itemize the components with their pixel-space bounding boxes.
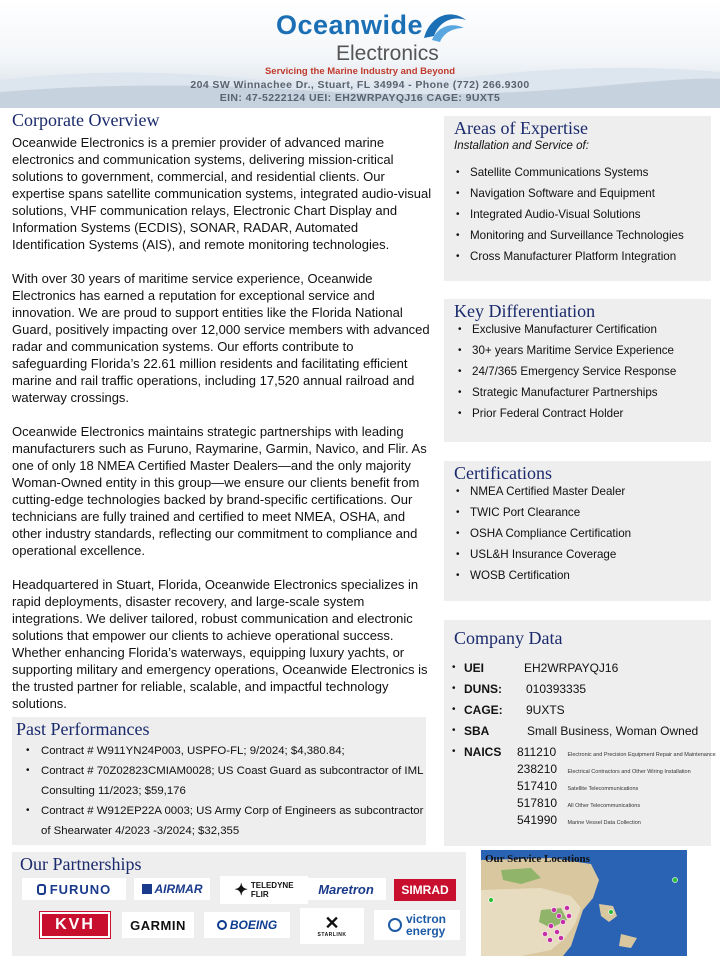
teledyne-mark-icon: ✦ — [234, 882, 248, 899]
company-data-key: SBA — [464, 724, 490, 738]
simrad-logo-text: SIMRAD — [401, 883, 449, 897]
differentiation-list — [458, 319, 676, 424]
list-item: • NMEA Certified Master Dealer — [456, 481, 631, 502]
furuno-logo — [22, 878, 126, 900]
starlink-logo-text: STARLINK — [317, 932, 347, 938]
victron-logo-text: victron — [405, 912, 446, 926]
differentiation-panel — [444, 299, 711, 442]
naics-description: Marine Vessel Data Collection — [567, 820, 641, 826]
starlink-x-icon: ✕ — [324, 913, 340, 933]
certifications-list — [456, 481, 631, 586]
company-data-value: 9UXTS — [526, 703, 565, 717]
company-data-value: Small Business, Woman Owned — [527, 724, 699, 738]
list-item: • Monitoring and Surveillance Technologies — [456, 225, 684, 246]
simrad-logo — [394, 879, 456, 901]
list-item: • Integrated Audio-Visual Solutions — [456, 204, 684, 225]
garmin-logo-text: GARMIN — [130, 917, 186, 933]
teledyne-flir-logo — [220, 876, 308, 904]
past-performances-list — [26, 741, 424, 841]
section-title-expertise: Areas of Expertise — [454, 118, 588, 138]
naics-code: 811210 — [517, 745, 557, 759]
naics-entry — [517, 794, 640, 811]
map-title: Our Service Locations — [485, 853, 590, 865]
boeing-logo — [204, 912, 290, 938]
overview-paragraph: With over 30 years of maritime service experience, Oceanwide Electronics has earned a reputation for exceptional service and innovation. We are proud to support entities like the Florida National Guard, positively impacting over 12,000 service members with advanced radar and communication systems. Our efforts contribute to safeguarding Florida’s 22.61 million residents and facilitating efficient marine and rail traffic operations, including 17,520 annual railroad and waterway crossings. — [12, 271, 430, 405]
naics-description: Electrical Contractors and Other Wiring Installation — [567, 769, 691, 775]
naics-entry — [517, 760, 691, 777]
teledyne-logo-text: TELEDYNE — [250, 881, 294, 890]
victron-mark-icon — [388, 918, 402, 932]
list-item: • OSHA Compliance Certification — [456, 523, 631, 544]
naics-code: 238210 — [517, 762, 558, 776]
list-item: • Satellite Communications Systems — [456, 162, 684, 183]
list-item: • Cross Manufacturer Platform Integration — [456, 246, 684, 267]
boeing-logo-text: BOEING — [229, 918, 278, 932]
list-item: • 30+ years Maritime Service Experience — [458, 340, 676, 361]
overview-body — [12, 134, 432, 729]
list-item: • Strategic Manufacturer Partnerships — [458, 382, 676, 403]
starlink-logo — [300, 908, 364, 944]
list-item: • Contract # W912EP22A 0003; US Army Corp of Engineers as subcontractor of Shearwater 4/2023 -3/2024; $32,355 — [26, 801, 424, 841]
partnerships-panel — [12, 852, 466, 956]
garmin-logo — [122, 912, 194, 938]
logo-word-oceanwide: Oceanwide — [276, 10, 424, 40]
naics-description: All Other Telecommunications — [567, 803, 641, 809]
naics-code: 517410 — [517, 779, 558, 793]
overview-paragraph: Oceanwide Electronics is a premier provider of advanced marine electronics and communication systems, delivering mission-critical solutions to government, commercial, and residential clients. Our expertise spans satellite communication systems, integrated audio-visual solutions, VHF communication relays, Electronic Chart Display and Information Systems (ECDIS), SONAR, RADAR, Automated Identification Systems (AIS), and remote monitoring technologies. — [12, 135, 432, 252]
flir-logo-text: FLIR — [250, 890, 269, 899]
service-locations-map — [481, 850, 687, 956]
furuno-mark-icon — [37, 884, 46, 895]
list-item: • Contract # 70Z02823CMIAM0028; US Coast Guard as subcontractor of IML Consulting 11/2023; $59,176 — [26, 761, 424, 801]
wave-logo-icon — [420, 8, 468, 46]
company-data-key: UEI — [464, 661, 485, 675]
kvh-logo — [40, 912, 110, 938]
naics-entry — [517, 777, 638, 794]
boeing-mark-icon — [217, 920, 227, 930]
company-data-value: EH2WRPAYQJ16 — [524, 661, 619, 675]
naics-entry — [517, 743, 716, 760]
overview-paragraph: Headquartered in Stuart, Florida, Oceanwide Electronics specializes in rapid deployments, disaster recovery, and large-scale system integrations. We deliver tailored, robust communication and electronic solutions that empower our clients to achieve operational success. Whether enhancing Florida’s waterways, equipping luxury yachts, or supporting military and emergency operations, Oceanwide Electronics is the trusted partner for reliable, scalable, and impactful technology solutions. — [12, 577, 428, 711]
company-data-panel: Company Data • UEI EH2WRPAYQJ16 • DUNS: 010393335 • CAGE: 9UXTS • SBA Small Business, Woman Owned • NAICS 811210 Electronic and Precision Equipment Repair and Maintenance 238210 Electrical Contractors and Other Wiring Installation 517410 Satellite Telecommunications 517810 All Other Telecommunications 541990 Marine Vessel Data Collection — [444, 620, 711, 846]
airmar-mark-icon — [142, 884, 152, 894]
list-item: • USL&H Insurance Coverage — [456, 544, 631, 565]
list-item: • WOSB Certification — [456, 565, 631, 586]
company-data-key: DUNS — [464, 682, 499, 696]
naics-description: Electronic and Precision Equipment Repair and Maintenance — [567, 752, 716, 758]
tagline: Servicing the Marine Industry and Beyond — [264, 66, 456, 77]
airmar-logo-text: AIRMAR — [154, 882, 203, 896]
naics-description: Satellite Telecommunications — [567, 786, 639, 792]
expertise-list — [456, 162, 684, 267]
address-line: 204 SW Winnachee Dr., Stuart, FL 34994 - Phone (772) 266.9300 — [190, 79, 530, 91]
list-item: • Contract # W911YN24P003, USPFO-FL; 9/2024; $4,380.84; — [26, 741, 424, 761]
map-graphic — [481, 850, 687, 956]
expertise-subtitle: Installation and Service of: — [454, 140, 589, 152]
list-item: • 24/7/365 Emergency Service Response — [458, 361, 676, 382]
company-data-key: NAICS — [464, 745, 502, 759]
furuno-logo-text: FURUNO — [49, 881, 112, 897]
naics-code: 541990 — [517, 813, 558, 827]
airmar-logo — [134, 878, 210, 900]
maretron-logo-text: Maretron — [318, 881, 374, 897]
list-item: • Exclusive Manufacturer Certification — [458, 319, 676, 340]
company-logo — [270, 6, 470, 66]
letterhead — [0, 0, 720, 108]
section-title-past-performances: Past Performances — [16, 719, 150, 739]
list-item: • Navigation Software and Equipment — [456, 183, 684, 204]
kvh-logo-text: KVH — [55, 916, 95, 933]
naics-entry — [517, 811, 641, 828]
past-performances-panel — [12, 717, 426, 845]
certifications-panel — [444, 461, 711, 601]
maretron-logo — [306, 878, 386, 900]
list-item: • TWIC Port Clearance — [456, 502, 631, 523]
company-data-key: CAGE — [464, 703, 499, 717]
section-title-partnerships: Our Partnerships — [20, 854, 142, 874]
expertise-panel — [444, 116, 711, 281]
section-title-overview: Corporate Overview — [12, 110, 160, 130]
section-title-certifications: Certifications — [454, 463, 552, 483]
company-data-value: 010393335 — [526, 682, 587, 696]
section-title-differentiation: Key Differentiation — [454, 301, 596, 321]
section-title-company-data: Company Data — [454, 628, 563, 648]
overview-paragraph: Oceanwide Electronics maintains strategic partnerships with leading manufacturers such as Furuno, Raymarine, Garmin, Navico, and Flir. As one of only 18 NMEA Certified Master Dealers—and the only majority Woman-Owned entity in this group—we ensure our clients benefit from cutting-edge technologies backed by brand-specific certifications. Our technicians are fully trained and certified to meet NMEA, OSHA, and other industry standards, reflecting our commitment to compliance and operational excellence. — [12, 424, 427, 558]
naics-code: 517810 — [517, 796, 558, 810]
logo-word-electronics: Electronics — [336, 42, 439, 65]
energy-logo-text: energy — [405, 924, 446, 938]
list-item: • Prior Federal Contract Holder — [458, 403, 676, 424]
victron-energy-logo — [374, 910, 460, 940]
id-numbers-line: EIN: 47-5222124 UEI: EH2WRPAYQJ16 CAGE: 9UXT5 — [219, 92, 501, 104]
